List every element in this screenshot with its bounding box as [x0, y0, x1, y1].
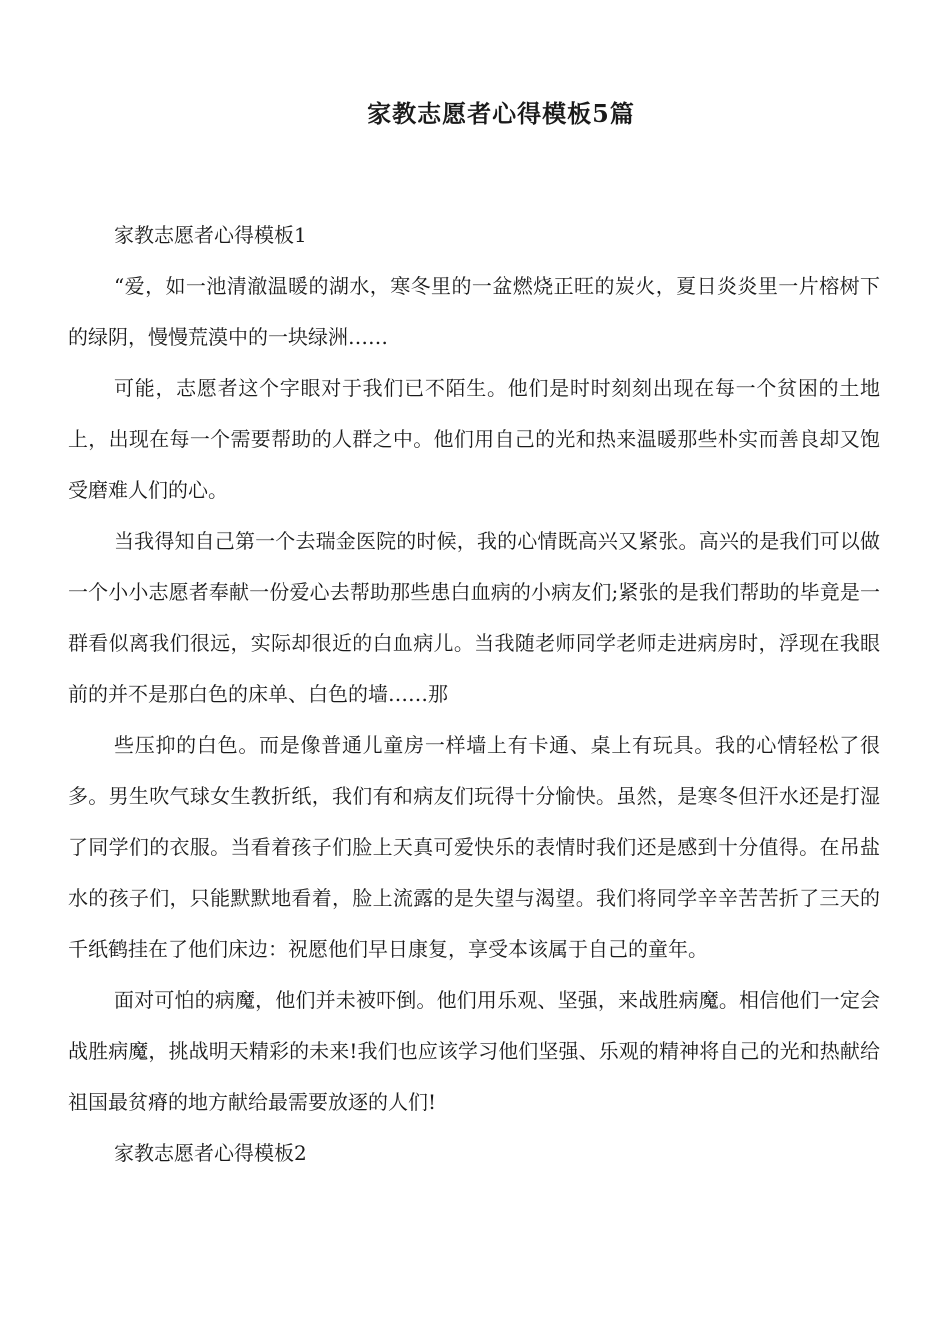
paragraph: 可能，志愿者这个字眼对于我们已不陌生。他们是时时刻刻出现在每一个贫困的土地上，出现在每一个需要帮助的人群之中。他们用自己的光和热来温暖那些朴实而善良却又饱受磨难人们的心。 — [68, 376, 880, 502]
paragraph: 面对可怕的病魔，他们并未被吓倒。他们用乐观、坚强，来战胜病魔。相信他们一定会战胜病魔，挑战明天精彩的未来!我们也应该学习他们坚强、乐观的精神将自己的光和热献给祖国最贫瘠的地方献给最需要放逐的人们! — [68, 988, 880, 1114]
paragraph: “爱，如一池清澈温暖的湖水，寒冬里的一盆燃烧正旺的炭火，夏日炎炎里一片榕树下的绿阴，慢慢荒漠中的一块绿洲…… — [68, 274, 880, 349]
paragraph: 些压抑的白色。而是像普通儿童房一样墙上有卡通、桌上有玩具。我的心情轻松了很多。男生吹气球女生教折纸，我们有和病友们玩得十分愉快。虽然，是寒冬但汗水还是打湿了同学们的衣服。当看着孩子们脸上天真可爱快乐的表情时我们还是感到十分值得。在吊盐水的孩子们，只能默默地看着，脸上流露的是失望与渴望。我们将同学辛辛苦苦折了三天的千纸鹤挂在了他们床边：祝愿他们早日康复，享受本该属于自己的童年。 — [68, 733, 880, 961]
section-heading-1: 家教志愿者心得模板1 — [114, 223, 307, 247]
section-heading-2: 家教志愿者心得模板2 — [114, 1141, 307, 1165]
document-body — [68, 210, 880, 1179]
document-title: 家教志愿者心得模板5篇 — [367, 99, 635, 128]
paragraph: 当我得知自己第一个去瑞金医院的时候，我的心情既高兴又紧张。高兴的是我们可以做一个小小志愿者奉献一份爱心去帮助那些患白血病的小病友们;紧张的是我们帮助的毕竟是一群看似离我们很远，实际却很近的白血病儿。当我随老师同学老师走进病房时，浮现在我眼前的并不是那白色的床单、白色的墙……那 — [68, 529, 880, 706]
